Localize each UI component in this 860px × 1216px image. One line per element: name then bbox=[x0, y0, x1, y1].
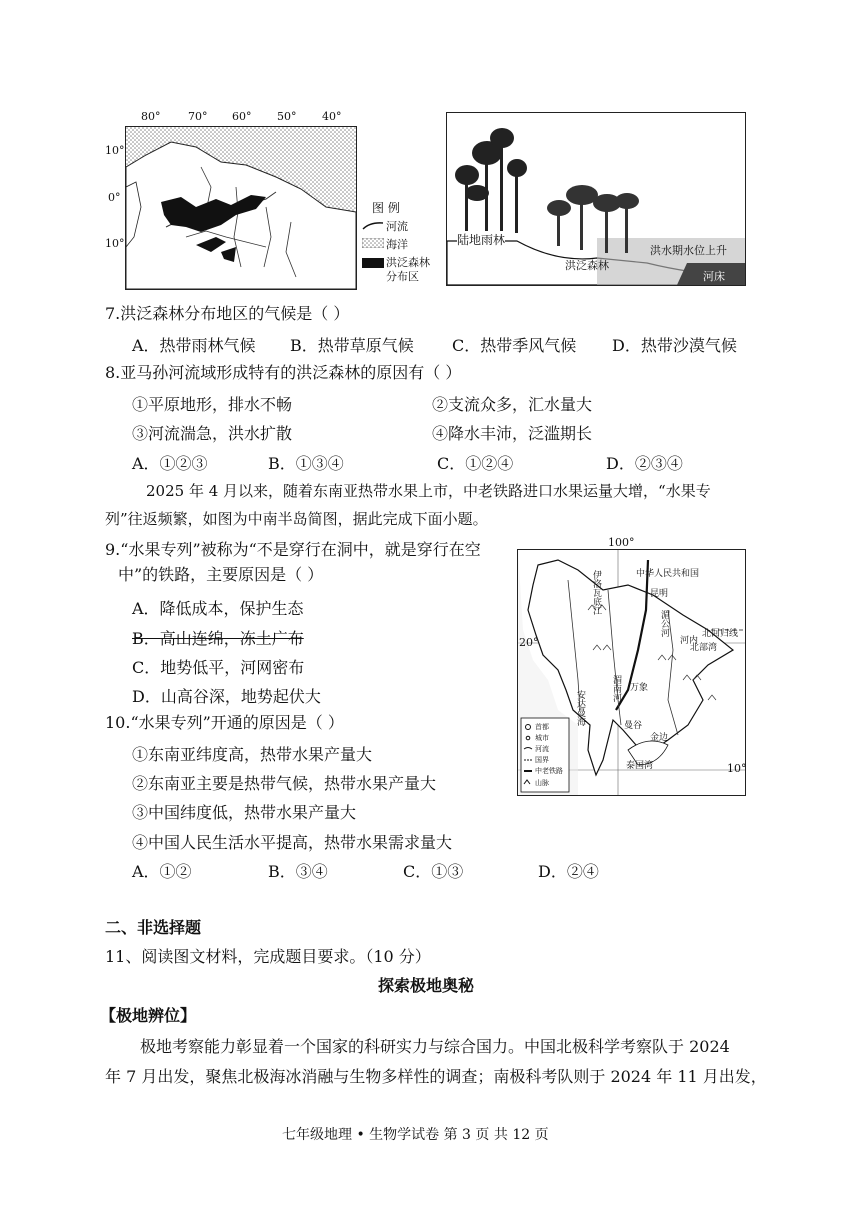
lon-tick: 50° bbox=[277, 110, 297, 123]
lon-tick: 40° bbox=[322, 110, 342, 123]
flood-forest-diagram bbox=[446, 112, 746, 286]
map-lat-20: 20° bbox=[519, 636, 539, 649]
legend-flood-forest: 洪泛森林 bbox=[386, 256, 430, 269]
label-vientiane: 万象 bbox=[630, 683, 649, 693]
lon-tick: 70° bbox=[188, 110, 208, 123]
label-china: 中华人民共和国 bbox=[636, 569, 700, 579]
sea-legend-icon bbox=[362, 238, 384, 248]
lat-tick: 0° bbox=[108, 191, 121, 204]
river-legend-icon bbox=[362, 221, 384, 231]
paragraph-line-1: 极地考察能力彰显着一个国家的科研实力与综合国力。中国北极科学考察队于 2024 bbox=[140, 1037, 730, 1056]
legend-river: 河流 bbox=[386, 220, 408, 233]
legend-title: 图 例 bbox=[372, 201, 400, 215]
q9-stem-line2: 中”的铁路，主要原因是（ ） bbox=[118, 565, 324, 584]
q7-option-b: B．热带草原气候 bbox=[290, 336, 414, 355]
q10-option-a: A．①② bbox=[132, 862, 192, 881]
q9-option-b: B．高山连绵，冻土广布 bbox=[132, 629, 304, 648]
q7-stem: 7.洪泛森林分布地区的气候是（ ） bbox=[105, 304, 350, 323]
q9-option-a: A．降低成本，保护生态 bbox=[132, 599, 304, 618]
map-lat-10: 10° bbox=[727, 762, 747, 775]
paragraph-line-2: 年 7 月出发，聚焦北极海冰消融与生物多样性的调查；南极科考队则于 2024 年 11 月出发， bbox=[105, 1067, 767, 1086]
q11-stem: 11、阅读图文材料，完成题目要求。（10 分） bbox=[105, 947, 431, 966]
q10-item-1: ①东南亚纬度高，热带水果产量大 bbox=[132, 745, 373, 764]
q8-stem: 8.亚马孙河流域形成特有的洪泛森林的原因有（ ） bbox=[105, 363, 462, 382]
label-irrawaddy: 伊洛瓦底江 bbox=[591, 570, 601, 615]
section-2-title: 二、非选择题 bbox=[105, 918, 202, 937]
q7-option-a: A．热带雨林气候 bbox=[132, 336, 256, 355]
section-bracket-heading: 【极地辨位】 bbox=[100, 1006, 197, 1025]
intro-line-1: 2025 年 4 月以来，随着东南亚热带水果上市，中老铁路进口水果运量大增，“水果专 bbox=[146, 482, 711, 500]
legend-railway: 中老铁路 bbox=[535, 767, 563, 775]
legend-distribution: 分布区 bbox=[386, 270, 419, 283]
label-andaman: 安达曼海 bbox=[575, 690, 585, 726]
lon-tick: 60° bbox=[232, 110, 252, 123]
q10-stem: 10.“水果专列”开通的原因是（ ） bbox=[105, 713, 344, 732]
q10-option-c: C．①③ bbox=[403, 862, 464, 881]
indochina-map bbox=[517, 549, 746, 796]
lat-tick: 10° bbox=[105, 144, 125, 157]
legend-capital: 首都 bbox=[535, 723, 549, 731]
legend-city: 城市 bbox=[535, 734, 549, 742]
label-tropic: 北回归线 bbox=[702, 629, 739, 639]
lat-tick: 10° bbox=[105, 237, 125, 250]
q8-item-4: ④降水丰沛，泛滥期长 bbox=[432, 424, 593, 443]
label-rainforest: 陆地雨林 bbox=[457, 233, 506, 247]
flood-forest-legend-icon bbox=[362, 258, 384, 268]
label-flood-rise: 洪水期水位上升 bbox=[650, 244, 727, 257]
q8-item-3: ③河流湍急，洪水扩散 bbox=[132, 424, 293, 443]
label-chao-phraya: 湄南河 bbox=[611, 675, 621, 702]
label-riverbed: 河床 bbox=[703, 270, 725, 283]
label-mekong: 湄公河 bbox=[659, 610, 669, 637]
amazon-basin-map bbox=[125, 126, 357, 290]
q8-option-d: D．②③④ bbox=[606, 454, 683, 473]
label-kunming: 昆明 bbox=[650, 589, 669, 599]
q8-option-c: C．①②④ bbox=[437, 454, 514, 473]
q8-option-b: B．①③④ bbox=[268, 454, 344, 473]
q10-item-4: ④中国人民生活水平提高，热带水果需求量大 bbox=[132, 833, 453, 852]
legend-sea: 海洋 bbox=[386, 238, 408, 251]
q8-item-1: ①平原地形，排水不畅 bbox=[132, 395, 293, 414]
label-bangkok: 曼谷 bbox=[624, 721, 643, 731]
intro-line-2: 列”往返频繁，如图为中南半岛简图，据此完成下面小题。 bbox=[105, 510, 488, 528]
legend-mountain: 山脉 bbox=[535, 779, 549, 787]
legend-river: 河流 bbox=[535, 745, 549, 753]
q8-option-a: A．①②③ bbox=[132, 454, 208, 473]
q8-item-2: ②支流众多，汇水量大 bbox=[432, 395, 593, 414]
legend-border: 国界 bbox=[535, 756, 549, 764]
lon-tick: 80° bbox=[141, 110, 161, 123]
q10-option-b: B．③④ bbox=[268, 862, 328, 881]
section-subtitle: 探索极地奥秘 bbox=[378, 976, 475, 995]
q10-item-3: ③中国纬度低，热带水果产量大 bbox=[132, 803, 357, 822]
q7-option-c: C．热带季风气候 bbox=[452, 336, 577, 355]
q9-option-c: C．地势低平，河网密布 bbox=[132, 658, 305, 677]
label-flood-forest: 洪泛森林 bbox=[565, 259, 609, 272]
q9-stem-line1: 9.“水果专列”被称为“不是穿行在洞中，就是穿行在空 bbox=[105, 540, 481, 559]
map-lon-100: 100° bbox=[608, 536, 635, 549]
label-hanoi: 河内 bbox=[680, 636, 699, 646]
q9-option-d: D．山高谷深，地势起伏大 bbox=[132, 687, 321, 706]
page-footer: 七年级地理 • 生物学试卷 第 3 页 共 12 页 bbox=[282, 1127, 549, 1143]
label-gulf-thai: 泰国湾 bbox=[626, 761, 654, 771]
q7-option-d: D．热带沙漠气候 bbox=[612, 336, 737, 355]
label-gulf-tonkin: 北部湾 bbox=[690, 643, 718, 653]
label-phnompenh: 金边 bbox=[650, 733, 669, 743]
q10-option-d: D．②④ bbox=[538, 862, 599, 881]
q10-item-2: ②东南亚主要是热带气候，热带水果产量大 bbox=[132, 774, 437, 793]
